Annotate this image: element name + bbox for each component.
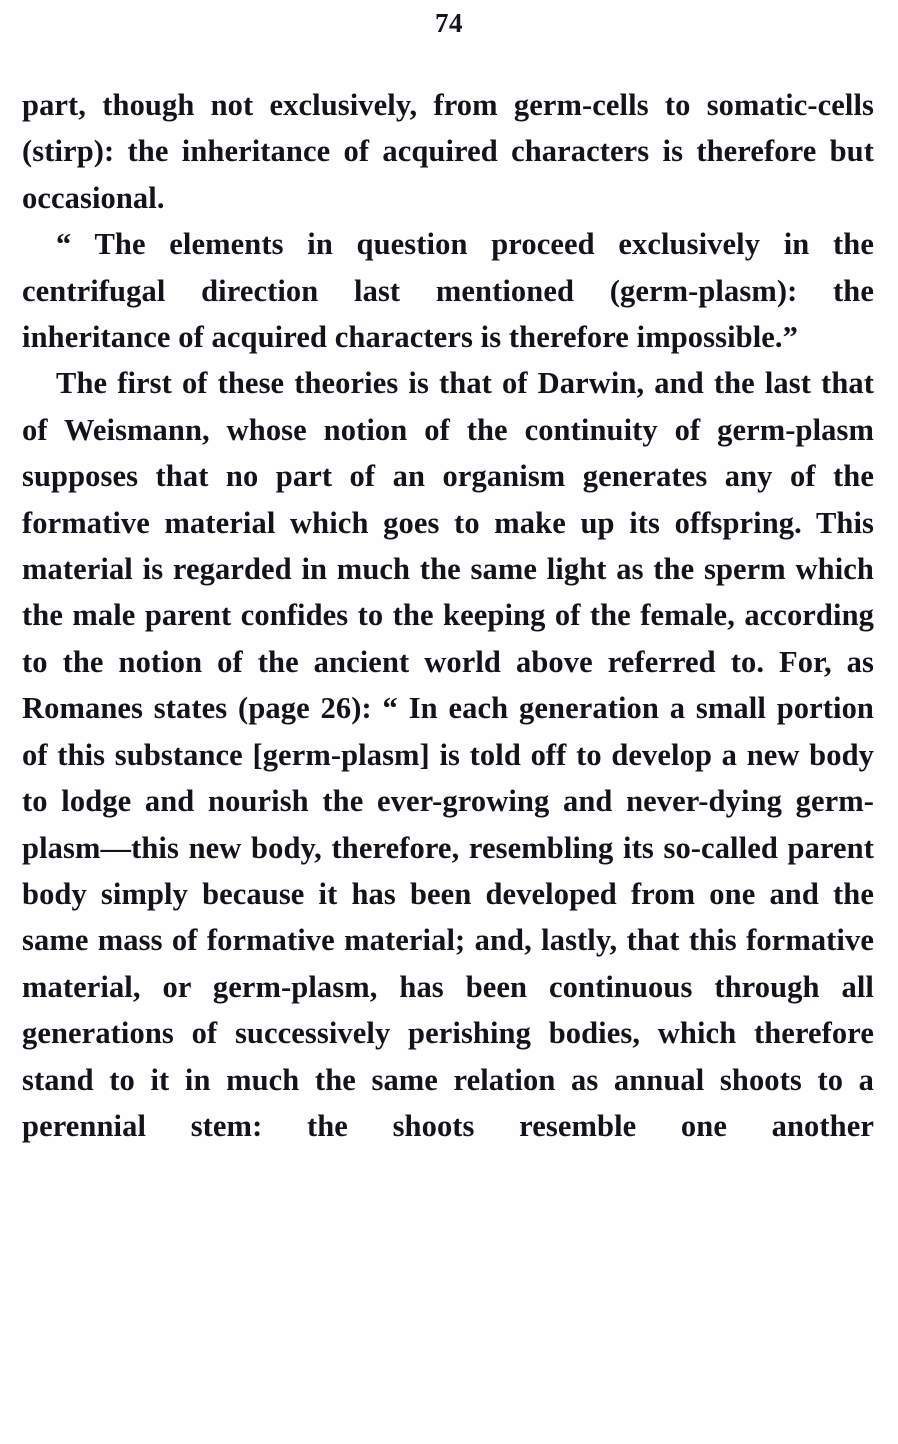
paragraph: “ The elements in question proceed exclusively in the centrifugal direction last mentioned (germ-plasm): the inheritance of acquired characters is therefore impossible.” bbox=[22, 227, 874, 355]
paragraph: The first of these theories is that of Darwin, and the last that of Weismann, whose notion of the continuity of germ-plasm supposes that no part of an organism generates any of the formative material which goes to make up its offspring. This material is regarded in much the same light as the sperm which the male parent confides to the keeping of the female, according to the notion of the ancient world above referred to. For, as Romanes states (page 26): “ In each generation a small portion of this substance [germ-plasm] is told off to develop a new body to lodge and nourish the ever-growing and never-dying germ-plasm—this new body, therefore, resembling its so-called parent body simply because it has been developed from one and the same mass of formative material; and, lastly, that this formative material, or germ-plasm, has been continuous through all generations of successively perishing bodies, which therefore stand to it in much the same relation as annual shoots to a perennial stem: the shoots resemble one another bbox=[22, 366, 874, 1143]
paragraph: part, though not exclusively, from germ-cells to somatic-cells (stirp): the inheritance of acquired characters is therefore but occasional. bbox=[22, 88, 874, 215]
page-number: 74 bbox=[435, 8, 463, 38]
body-text bbox=[22, 82, 874, 1196]
